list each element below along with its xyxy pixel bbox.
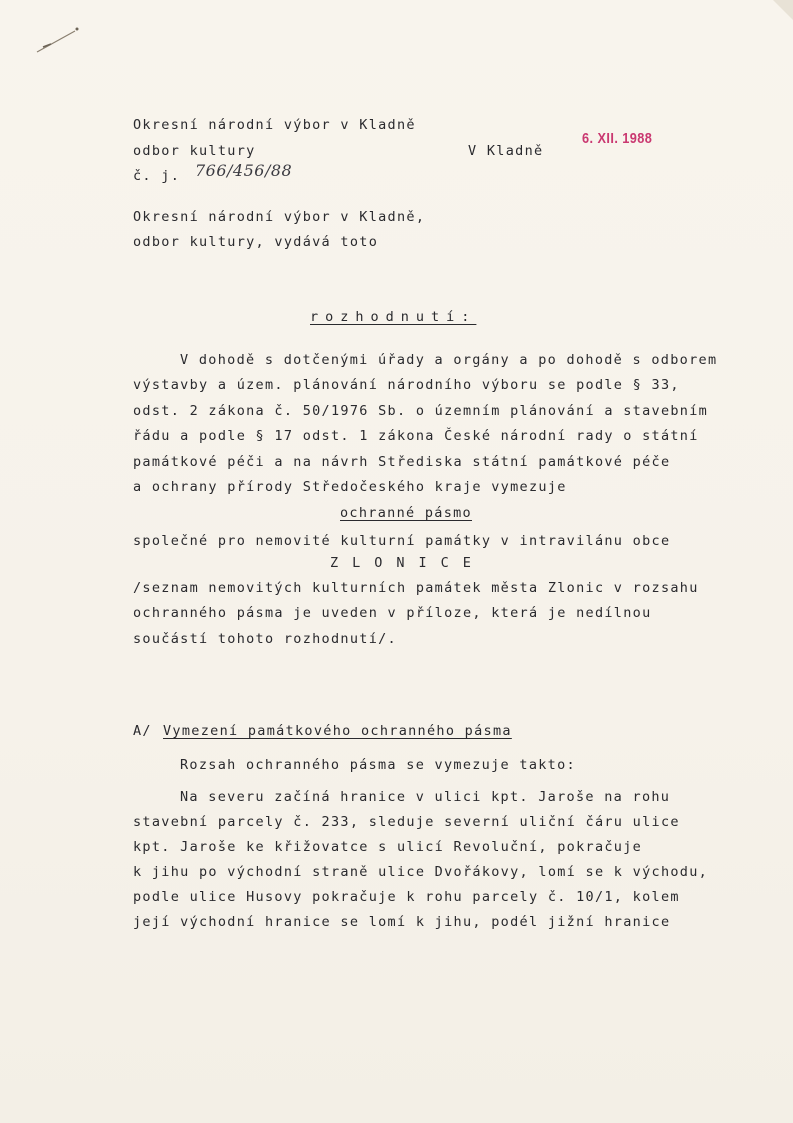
body-line-1: V dohodě s dotčenými úřady a orgány a po dohodě s odborem	[180, 352, 718, 368]
section-a-line-5: podle ulice Husovy pokračuje k rohu parcely č. 10/1, kolem	[133, 889, 680, 905]
town-name: ZLONICE	[330, 555, 485, 571]
section-a-line-3: kpt. Jaroše ke křižovatce s ulicí Revoluční, pokračuje	[133, 839, 643, 855]
body-line-6: a ochrany přírody Středočeského kraje vymezuje	[133, 479, 567, 495]
place-label: V Kladně	[468, 143, 544, 159]
reference-label: č. j.	[133, 168, 181, 184]
body-line-5: památkové péči a na návrh Střediska státní památkové péče	[133, 454, 671, 470]
intro-line-1: Okresní národní výbor v Kladně,	[133, 209, 426, 225]
section-a-line-1: Na severu začíná hranice v ulici kpt. Jaroše na rohu	[180, 789, 671, 805]
date-stamp: 6. XII. 1988	[582, 130, 653, 147]
section-a-prefix: A/	[133, 723, 152, 739]
body-line-4: řádu a podle § 17 odst. 1 zákona České národní rady o státní	[133, 428, 699, 444]
zone-description: společné pro nemovité kulturní památky v intravilánu obce	[133, 533, 671, 549]
decision-title: rozhodnutí:	[310, 309, 477, 325]
section-a-intro: Rozsah ochranného pásma se vymezuje takto:	[180, 757, 576, 773]
body-line-2: výstavby a územ. plánování národního výboru se podle § 33,	[133, 377, 680, 393]
note-line-2: ochranného pásma je uveden v příloze, která je nedílnou	[133, 605, 652, 621]
staple-mark-icon	[35, 25, 83, 55]
note-line-1: /seznam nemovitých kulturních památek města Zlonic v rozsahu	[133, 580, 699, 596]
note-line-3: součástí tohoto rozhodnutí/.	[133, 631, 397, 647]
zone-title: ochranné pásmo	[340, 505, 472, 521]
section-a-line-2: stavební parcely č. 233, sleduje severní uliční čáru ulice	[133, 814, 680, 830]
reference-number: 766/456/88	[195, 161, 293, 180]
office-department: odbor kultury	[133, 143, 256, 159]
office-name: Okresní národní výbor v Kladně	[133, 117, 416, 133]
section-a-title: Vymezení památkového ochranného pásma	[163, 723, 512, 739]
section-a-line-6: její východní hranice se lomí k jihu, podél jižní hranice	[133, 914, 671, 930]
intro-line-2: odbor kultury, vydává toto	[133, 234, 379, 250]
section-a-line-4: k jihu po východní straně ulice Dvořákovy, lomí se k východu,	[133, 864, 709, 880]
body-line-3: odst. 2 zákona č. 50/1976 Sb. o územním plánování a stavebním	[133, 403, 709, 419]
page-corner-fold	[773, 0, 793, 20]
